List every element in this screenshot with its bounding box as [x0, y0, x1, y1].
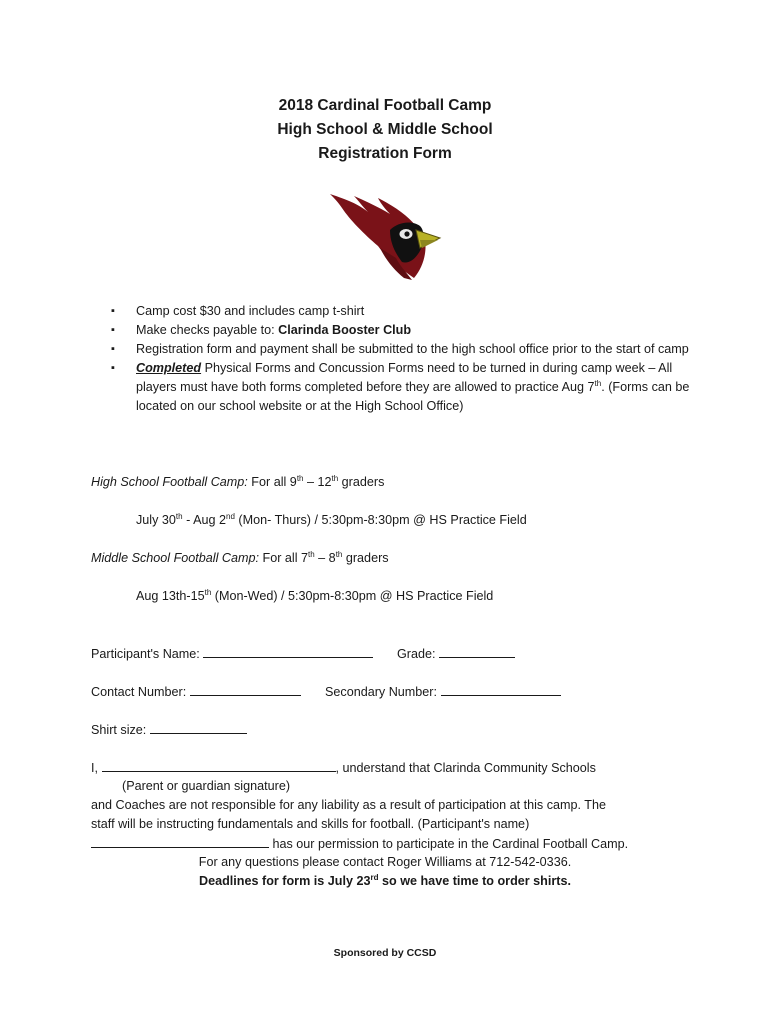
permission-text: has our permission to participate in the Cardinal Football Camp. [269, 837, 629, 851]
ms-date-text: Aug 13th-15 [136, 589, 205, 603]
list-item [111, 321, 691, 340]
questions-contact: For any questions please contact Roger Williams at 712-542-0336. [198, 855, 572, 869]
cardinal-bird-logo [328, 190, 444, 282]
waiver-line5 [91, 834, 628, 854]
secondary-number-field[interactable] [441, 682, 561, 696]
ms-camp-line [91, 549, 389, 568]
secondary-number-label: Secondary Number: [325, 685, 437, 699]
grade-label: Grade: [397, 647, 436, 661]
hs-grade-text: – 12 [303, 475, 332, 489]
contact-number-field[interactable] [190, 682, 301, 696]
camp-info-list [111, 302, 691, 416]
submission-text: Registration form and payment shall be submitted to the high school office prior to the start of camp [136, 342, 689, 356]
ordinal-suffix: th [204, 587, 212, 597]
sponsor-footer: Sponsored by CCSD [333, 947, 437, 959]
waiver-line4: staff will be instructing fundamentals and skills for football. (Participant's name) [91, 817, 530, 831]
waiver-line3: and Coaches are not responsible for any liability as a result of participation at this camp. The [91, 798, 606, 812]
ms-camp-label: Middle School Football Camp: [91, 551, 259, 565]
ms-camp-dates [136, 587, 493, 606]
hs-date-text: July 30 [136, 513, 176, 527]
ms-grade-text: graders [342, 551, 389, 565]
shirt-size-row [91, 720, 247, 740]
ordinal-suffix: th [175, 511, 183, 521]
ms-grade-text: – 8 [314, 551, 336, 565]
hs-date-text: (Mon- Thurs) / 5:30pm-8:30pm @ HS Practice Field [234, 513, 527, 527]
contact-number-row [91, 682, 301, 702]
completed-emphasis: Completed [136, 361, 202, 375]
form-title-line2: High School & Middle School [277, 121, 493, 138]
ordinal-suffix: th [308, 549, 315, 559]
hs-grade-text: graders [338, 475, 385, 489]
camp-cost-text: Camp cost $30 and includes camp t-shirt [136, 304, 365, 318]
ms-date-text: (Mon-Wed) / 5:30pm-8:30pm @ HS Practice Field [211, 589, 494, 603]
waiver-line1 [91, 758, 596, 778]
forms-location-text: . (Forms can be located on our school website or at the High School Office) [136, 380, 690, 413]
guardian-signature-field[interactable] [102, 758, 336, 772]
waiver-understand-text: , understand that Clarinda Community Schools [335, 761, 596, 775]
participant-name-row [91, 644, 373, 664]
ordinal-suffix: th [594, 378, 602, 388]
list-item [111, 359, 691, 416]
deadline-notice [0, 872, 770, 891]
booster-club-name: Clarinda Booster Club [278, 323, 412, 337]
grade-field[interactable] [439, 644, 515, 658]
participant-signature-field[interactable] [91, 834, 269, 848]
ordinal-suffix: th [335, 549, 343, 559]
grade-row [397, 644, 515, 664]
hs-camp-line [91, 473, 384, 492]
shirt-size-label: Shirt size: [91, 723, 147, 737]
ms-grade-text: For all 7 [259, 551, 308, 565]
hs-grade-text: For all 9 [247, 475, 297, 489]
secondary-number-row [325, 682, 561, 702]
checks-payable-text: Make checks payable to: [136, 323, 279, 337]
hs-camp-dates [136, 511, 527, 530]
form-title-line3: Registration Form [318, 145, 452, 162]
contact-number-label: Contact Number: [91, 685, 187, 699]
hs-date-text: - Aug 2 [182, 513, 226, 527]
form-title-line1: 2018 Cardinal Football Camp [278, 97, 492, 114]
list-item [111, 340, 691, 359]
ordinal-suffix: nd [226, 511, 235, 521]
waiver-i: I, [91, 761, 98, 775]
ordinal-suffix: rd [370, 872, 379, 882]
forms-requirement-text: Physical Forms and Concussion Forms need to be turned in during camp week – All players must have both forms completed before they are allowed to practice Aug 7 [136, 361, 673, 394]
shirt-size-field[interactable] [150, 720, 247, 734]
participant-name-field[interactable] [203, 644, 373, 658]
list-item [111, 302, 691, 321]
deadline-text: so we have time to order shirts. [378, 874, 571, 888]
ordinal-suffix: th [296, 473, 304, 483]
hs-camp-label: High School Football Camp: [91, 475, 248, 489]
ordinal-suffix: th [331, 473, 339, 483]
deadline-text: Deadlines for form is July 23 [199, 874, 371, 888]
participant-name-label: Participant's Name: [91, 647, 200, 661]
signature-note: (Parent or guardian signature) [122, 779, 291, 793]
